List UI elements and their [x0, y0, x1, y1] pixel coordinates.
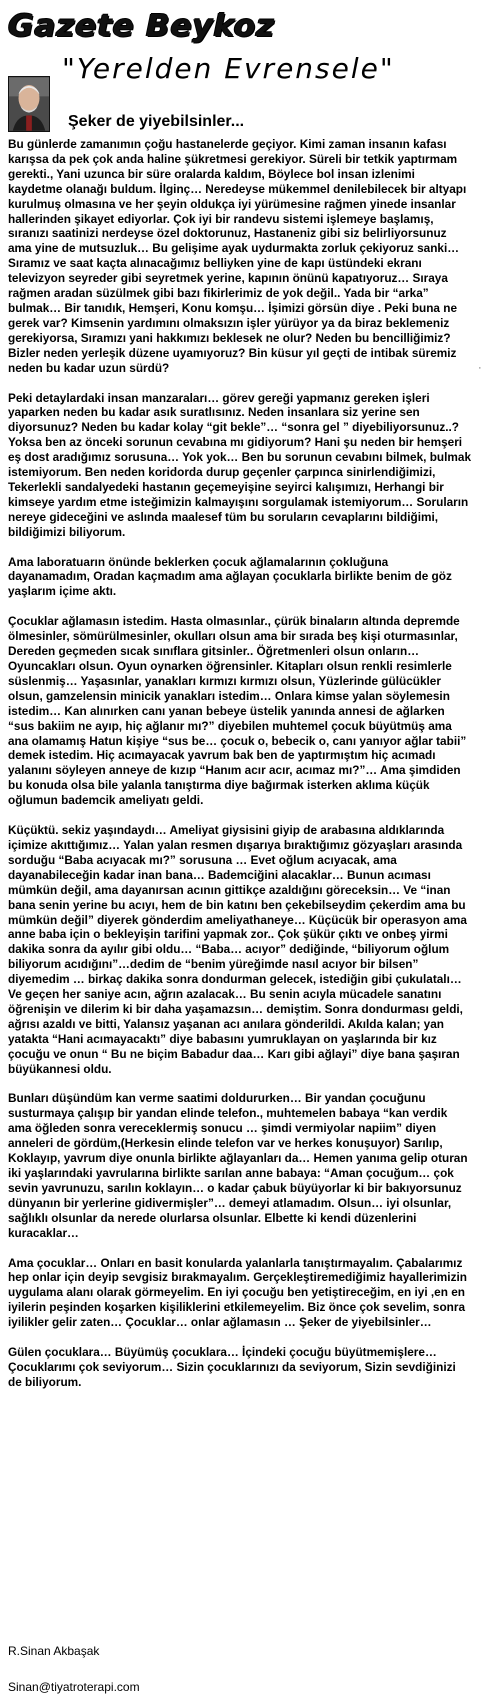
side-marker: ·: [478, 362, 482, 374]
masthead-logo: [8, 6, 308, 48]
paragraph: Bu günlerde zamanımın çoğu hastanelerde geçiyor. Kimi zaman insanın kafası karışsa da pek çok anda haline şükretmesi gerekiyor. Süreli bir tetkik yaptırmam gerekti., Yani uzunca bir süre oralarda kaldım, Böylece bol insan izlenimi kaydetme olanağı buldum. İlginç… Neredeyse mükemmel denilebilecek bir altyapı kurulmuş olmasına ve her şeyin oldukça iyi yürümesine rağmen yinede insanlar hallerinden şikayet ediyorlar. Çok iyi bir randevu sistemi işlemeye başlamış, sıranızı saatinizi nerdeyse özel doktorunuz, Hastaneniz gibi siz belirliyorsunuz ama yine de mutsuzluk… Bu gelişime ayak uydurmakta zorluk çekiyoruz sanki… Sıramız ve saat kaçta alınacağımız belliyken yine de kapı üstündeki ekranı televizyon seyreder gibi seyretmek yerine, kapının önünü kapatıyoruz… Sıraya rağmen aradan süzülmek gibi bazı fikirlerimiz de yok değil.. Yada bir “arka” bulmak… Bir tanıdık, Hemşeri, Konu komşu… İşimizi görsün diye . Peki buna ne gerek var? Kimsenin yardımını olmaksızın işler yürüyor ya da biraz beklemeniz gerekiyorsa, Sıramızı yani hakkımızı beklesek ne olur? Neden bu bencilliğimiz? Bizler neden yerleşik düzene uyamıyoruz? Bin küsur yıl geçti de intibak süremiz neden bu kadar uzun sürdü?: [8, 137, 467, 375]
article-body: [8, 137, 472, 1405]
paragraph: Çocuklar ağlamasın istedim. Hasta olmasınlar., çürük binaların altında depremde ölmesinler, sömürülmesinler, okulları olsun ama bir sırada beş kişi oturmasınlar, Dereden geçmeden sıcak sınıflara gitsinler.. Öğretmenleri olsun onların… Oyuncakları olsun. Oyun oynarken öğrensinler. Kitapları olsun renkli resimlerle süslenmiş… Yaşasınlar, yanakları kırmızı kırmızı olsun, Yüzlerinde gülücükler olsun, gamzelensin minicik yanakları istedim… Onlara kimse yalan söylemesin istedim… Kan alınırken canı yanan bebeye üstelik yanında annesi de ağlarken “sus bakiim ne ayıp, hiç ağlanır mı?” diyebilen muhtemel çocuk büyütmüş ama ana olamamış Hatun kişiye “sus be… çocuk o, bebecik o, canı yanıyor ağlar tabii” demek istedim. Hiç acımayacak yavrum bak ben de yaptırmıştım hiç acımadı yalanını söyleyen anneye de kızıp “Hanım acır acır, acımaz mı?”… Ama şimdiden bu konuda olsa bile yalanla tanıştırma diye bağırmak isterken aklıma küçük oğlumun bademcik ameliyatı geldi.: [8, 614, 467, 808]
paragraph: Ama çocuklar… Onları en basit konularda yalanlarla tanıştırmayalım. Çabalarımız hep onlar için deyip sevgisiz bırakmayalım. Gerçekleştiremediğimiz hayallerimizin uygulama alanı olarak görmeyelim. En iyi çocuğu ben yetiştireceğim, en iyi ,en en iyilerin peşinden koşarken kişiliklerini etkilemeyelim. Biz önce çok sevelim, sonra iyilikler gelir zaten… Çocuklar… onlar ağlamasın … Şeker de yiyebilsinler…: [8, 1255, 467, 1330]
paragraph: Ama laboratuarın önünde beklerken çocuk ağlamalarının çokluğuna dayanamadım, Oradan kaçmadım ama ağlayan çocuklarla birlikte benim de göz yaşlarım içime aktı.: [8, 554, 452, 599]
paragraph: Küçüktü. sekiz yaşındaydı… Ameliyat giysisini giyip de arabasına aldıklarında içimize akıttığımız… Yalan yalan resmen dışarıya bıraktığımız gözyaşları arasında sorduğu “Baba acıyacak mı?” sorusuna … Evet oğlum acıyacak, ama dayanabileceğin kadar inan bana… Bademciğini alacaklar… Bunun acıması mümkün değil, ama dayanırsan acının gittikçe azaldığını göreceksin… Ve “inan bana senin yerine bu acıyı, hem de bin katını ben çekebilseydim çekerdim ama bu mümkün değil” diyerek gönderdim ameliyathaneye… Küçücük bir operasyon ama anne baba için o bekleyişin tarifini yapmak zor.. Çok şükür çıktı ve onbeş yirmi dakika sonra da ayılır gibi oldu… “Baba… acıyor” dediğinde, “biliyorum oğlum biliyorum acıdığını”…dedim de “benim yüreğimde nasıl acıyor bir bilsen” diyemedim … birkaç dakika sonra dondurman gelecek, istediğin gibi çukulatalı… Ve geçen her saniye acın, ağrın azalacak… Bu senin acıyla mücadele sanatını öğrenişin ve dilerim ki bir daha yaşamazsın… demiştim. Sonra dondurması geldi, ağrısı azaldı ve bitti, Yalansız yaşanan acı anılara gönderildi. Akılda kalan; yan yatakta “Hani acımayacaktı” diye babasını yumruklayan on yaşlarında bir kız çocuğu ve onun “ Bu ne biçim Babadur daa… Karı gibi ağlayi” diye bana şaşıran büyükannesi oldu.: [8, 823, 467, 1076]
paragraph: Gülen çocuklara… Büyümüş çocuklara… İçindeki çocuğu büyütmemişlere…: [8, 1345, 437, 1360]
article-title: Şeker de yiyebilsinler...: [68, 113, 245, 130]
slogan: "Yerelden Evrensele": [62, 52, 395, 85]
author-portrait-image: [9, 77, 49, 131]
paragraph: Peki detaylardaki insan manzaraları… görev gereği yapmanız gereken işleri yaparken neden bu kadar asık suratlısınız. Neden insanlara siz yerine sen diyorsunuz? Neden bu kadar kolay “git bekle”… “sonra gel ” diyebiliyorsunuz..? Yoksa ben az önceki sorunun cevabına mı gidiyorum? Hani şu neden bir hemşeri eş dost aradığımız sorusuna… Yok yok… Ben bu sorunun cevabını bilmek, bulmak istemiyorum. Ben neden koridorda durup geçenler çarpınca sinirlendiğimizi, Tekerlekli sandalyedeki hastanın geçemeyişine seyirci kalışımızı, Herhangi bir kimseye yardım etme isteğimizin kalmayışını sorgulamak istemiyorum… Soruların nereye gideceğini ve aslında maalesef tüm bu soruların cevaplarını bildiğimi, bildiğimizi biliyorum.: [8, 390, 472, 539]
masthead-title: Gazete Beykoz: [8, 9, 275, 44]
author-photo: [8, 76, 50, 132]
author-signature: R.Sinan Akbaşak: [8, 1644, 100, 1658]
paragraph: Çocuklarımı çok seviyorum… Sizin çocuklarınızı da seviyorum, Sizin sevdiğinizi de biliyorum.: [8, 1359, 456, 1389]
paragraph: Bunları düşündüm kan verme saatimi doldururken… Bir yandan çocuğunu susturmaya çalışıp bir yandan elinde telefon., muhtemelen babaya “kan verdik ama öğleden sonra vereceklermiş sonucu … şimdi vermiyolar napiim” diyen anneleri de gördüm,(Herkesin elinde telefon var ve herkes konuşuyor) Sarılıp, Koklayıp, yavrum diye onunla birlikte ağlayanları da… Hemen yanıma gelip oturan iki yaşlarındaki yavrularına birlikte sarılan anne babaya: “Aman çocuğum… çok sevin yavrunuzu, sarılın koklayın… o kadar çabuk büyüyorlar ki bir bakıyorsunuz dünyanın bir yerlerine gidivermişler”… demeyi atlamadım. Olsun… iyi olsunlar, sağlıklı olsunlar da nerede olurlarsa olsunlar. Elbette ki kendi düzenlerini kuracaklar…: [8, 1091, 468, 1240]
author-email-link[interactable]: Sinan@tiyatroterapi.com: [8, 1680, 140, 1694]
